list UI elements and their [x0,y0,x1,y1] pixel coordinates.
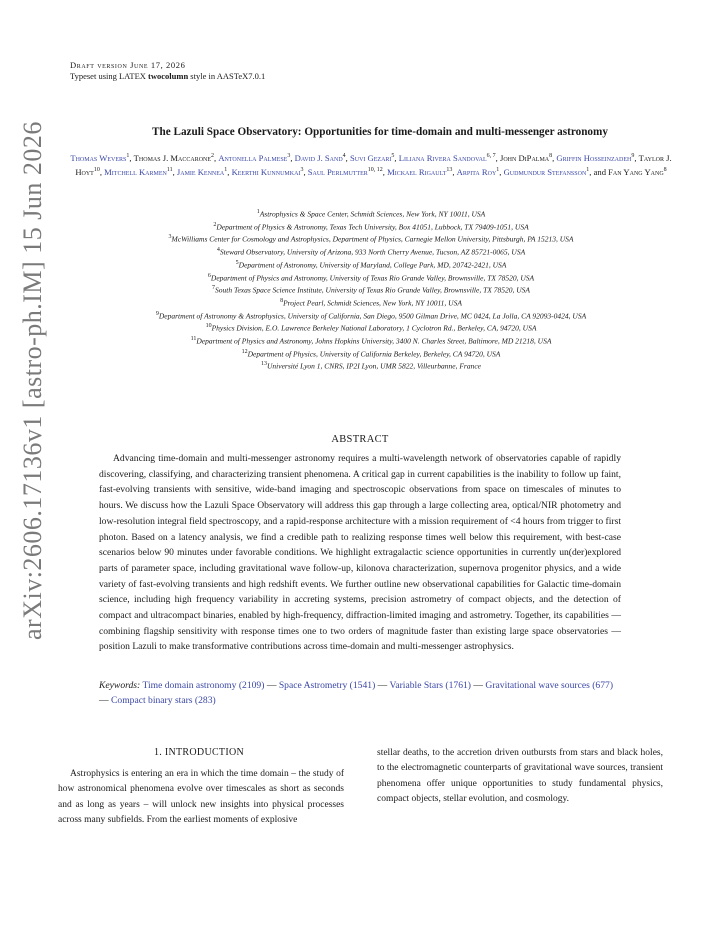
author-affiliation-mark: 13 [446,167,453,174]
affiliation-text: Project Pearl, Schmidt Sciences, New York, NY 10011, USA [283,298,462,308]
affiliation-number: 10 [205,323,212,330]
affiliation-text: Department of Astronomy, University of Maryland, College Park, MD, 20742-2421, USA [238,260,507,270]
affiliation-number: 12 [241,348,248,355]
author-name: Fan Yang Yang [608,167,664,178]
author-affiliation-mark: 9 [631,153,635,159]
affiliation-item [40,271,702,284]
affiliation-number: 4 [216,247,220,254]
affiliation-item [40,309,702,322]
affiliation-number: 13 [261,361,268,368]
author-name: John DiPalma [499,152,550,163]
author-name[interactable]: Liliana Rivera Sandoval [398,152,487,163]
paper-title: The Lazuli Space Observatory: Opportunities for time-domain and multi-messenger astronomy [152,126,608,138]
author-name[interactable]: Keerthi Kunnumkai [231,167,301,178]
typeset-prefix: Typeset using [70,71,119,81]
affiliation-text: Physics Division, E.O. Lawrence Berkeley National Laboratory, 1 Cyclotron Rd., Berkeley, CA, 94720, USA [211,323,537,333]
author-affiliation-mark: 5 [391,153,395,159]
section-heading-introduction: 1. INTRODUCTION [153,747,245,758]
author-name[interactable]: Thomas Wevers [70,152,127,163]
affiliation-number: 11 [190,336,197,343]
affiliation-item [40,232,702,245]
affiliation-item [40,220,702,233]
author-name[interactable]: Arpita Roy [456,167,497,178]
affiliation-text: Department of Physics and Astronomy, University of Texas Rio Grande Valley, Brownsville, TX 78520, USA [210,273,535,283]
abstract-heading: ABSTRACT [331,434,389,445]
author-list: Thomas Wevers$^1$, Thomas J. Maccarone$^2$, Antonella Palmese$^3$, David J. Sand$^4$, Suvi Gezari$^5$, Liliana Rivera Sandoval$^{6, 7}$, John DiPalma$^8$, Griffin Hosseinzadeh$^9$, Taylor J. Hoyt$^{10}$, Mitchell Karmen$^{11}$, Jamie Kennea$^1$, Keerthi Kunnumkai$^3$, Saul Perlmutter$^{10, 12}$, Mickael Rigault$^{13}$, Arpita Roy$^1$, Gudmundur Stefansson$^1$, and Fan Yang Yang$^8$ [70,152,672,178]
author-affiliation-mark: 2 [211,153,215,159]
affiliation-text: South Texas Space Science Institute, University of Texas Rio Grande Valley, Brownsville, TX 78520, USA [215,285,530,295]
author-name[interactable]: Antonella Palmese [218,152,288,163]
keywords-label: Keywords: [99,680,141,691]
typeset-suffix: style in AASTeX7.0.1 [188,71,266,81]
author-affiliation-mark: 1 [496,167,500,174]
affiliation-item [40,359,702,372]
affiliation-number: 6 [207,272,211,279]
keyword-link[interactable]: Compact binary stars (283) [111,695,216,706]
affiliation-number: 7 [212,285,216,292]
affiliation-item [40,207,702,220]
keyword-link[interactable]: Gravitational wave sources (677) [485,680,614,691]
author-name: Thomas J. Maccarone [133,152,212,163]
intro-paragraph-right-column: stellar deaths, to the accretion driven outbursts from stars and black holes, to the electromagnetic counterparts of gravitational wave sources, transient phenomena offer unique opportunities to study fundamental physics, compact objects, stellar evolution, and cosmology. [377,748,663,805]
author-affiliation-mark: 3 [300,167,304,174]
abstract-text: Advancing time-domain and multi-messenger astronomy requires a multi-wavelength network of observatories capable of rapidly discovering, classifying, and characterizing transient phenomena. A critical gap in current capabilities is the inability to follow up faint, fast-evolving transients with sensitive, wide-band imaging and spectroscopic observations from space on timescales of minutes to hours. We discuss how the Lazuli Space Observatory will address this gap through a large collecting area, optical/NIR photometry and low-resolution integral field spectroscopy, and a rapid-response architecture with a mission requirement of <4 hours from trigger to first photon. Based on a latency analysis, we find a credible path to realizing response times well below this requirement, with best-case scenarios below 90 minutes under favorable conditions. We highlight extragalactic science opportunities in currently un(der)explored parts of parameter space, including gravitational wave follow-up, kilonova characterization, supernova progenitor physics, and a wide variety of fast-evolving transients and high redshift events. We further outline new observational capabilities for Galactic time-domain science, including high frequency variability in accreting systems, precision astrometry of compact objects, and the detection of compact and ultracompact binaries, enabled by high-frequency, diffraction-limited imaging and astrometry. Together, its capabilities — combining flagship sensitivity with response times one to two orders of magnitude faster than existing large space observatories — position Lazuli to make transformative contributions across time-domain and multi-messenger astrophysics. [99,453,621,653]
typeset-style: twocolumn [148,71,189,81]
affiliation-number: 8 [280,297,284,304]
affiliation-text: Department of Physics & Astronomy, Texas Tech University, Box 41051, Lubbock, TX 79409-1051, USA [216,222,529,232]
typeset-line [70,71,265,81]
affiliation-item [40,283,702,296]
author-affiliation-mark: 8 [663,167,667,174]
intro-paragraph-left-column: Astrophysics is entering an era in which the time domain – the study of how astronomical phenomena evolve over timescales as short as seconds and as long as years – will unlock new insights into physical processes across many subfields. From the earliest moments of explosive [58,769,344,826]
affiliation-item [40,296,702,309]
affiliation-text: Department of Physics, University of California Berkeley, Berkeley, CA 94720, USA [247,349,501,359]
affiliation-number: 3 [168,234,172,241]
affiliation-number: 1 [256,209,260,215]
keyword-link[interactable]: Variable Stars (1761) [389,680,472,691]
affiliation-text: Université Lyon 1, CNRS, IP2I Lyon, UMR 5822, Villeurbanne, France [267,361,481,371]
author-affiliation-mark: 4 [342,153,346,159]
author-affiliation-mark: 11 [166,167,173,174]
author-affiliation-mark: 6, 7 [486,153,496,159]
affiliation-text: McWilliams Center for Cosmology and Astrophysics, Department of Physics, Carnegie Mellon University, Pittsburgh, PA 15213, USA [171,234,574,244]
affiliation-list [40,207,702,372]
author-name[interactable]: Mickael Rigault [387,167,447,178]
author-name[interactable]: Jamie Kennea [176,167,225,178]
author-affiliation-mark: 10 [93,167,100,174]
affiliation-text: Astrophysics & Space Center, Schmidt Sciences, New York, NY 10011, USA [259,209,486,219]
arxiv-identifier-stamp: arXiv:2606.17136v1 [astro-ph.IM] 15 Jun 2026 [18,121,47,640]
affiliation-number: 2 [213,221,217,228]
author-name[interactable]: Suvi Gezari [349,152,392,163]
keyword-link[interactable]: Time domain astronomy (2109) [142,680,265,691]
affiliation-item [40,258,702,271]
author-affiliation-mark: 1 [224,167,228,174]
keywords-line [99,678,621,708]
affiliation-text: Steward Observatory, University of Arizona, 933 North Cherry Avenue, Tucson, AZ 85721-0065, USA [219,247,526,257]
affiliation-number: 5 [235,259,239,266]
affiliation-item [40,347,702,360]
author-name[interactable]: Griffin Hosseinzadeh [556,152,632,163]
affiliation-text: Department of Physics and Astronomy, Johns Hopkins University, 3400 N. Charles Street, Baltimore, MD 21218, USA [196,336,552,346]
author-affiliation-mark: 3 [287,153,291,159]
affiliation-text: Department of Astronomy & Astrophysics, University of California, San Diego, 9500 Gilman Drive, MC 0424, La Jolla, CA 92093-0424, USA [158,311,587,321]
author-name[interactable]: Saul Perlmutter [307,167,368,178]
keywords-items: Time domain astronomy (2109) — Space Astrometry (1541) — Variable Stars (1761) — Gravitational wave sources (677) — Compact binary stars (283) [99,680,614,706]
author-and: and [591,167,609,178]
keyword-link[interactable]: Space Astrometry (1541) [278,680,376,691]
author-name[interactable]: Gudmundur Stefansson [503,167,587,178]
paper-header [70,60,265,81]
author-affiliation-mark: 10, 12 [367,167,383,174]
draft-version-line: Draft version June 17, 2026 [70,60,186,70]
affiliation-item [40,245,702,258]
author-affiliation-mark: 8 [549,153,553,159]
author-affiliation-mark: 1 [586,167,590,174]
affiliation-item [40,321,702,334]
author-affiliation-mark: 1 [126,153,130,159]
author-name[interactable]: David J. Sand [294,152,343,163]
affiliation-number: 9 [155,310,159,317]
affiliation-item [40,334,702,347]
author-name[interactable]: Mitchell Karmen [104,167,167,178]
author-name: Taylor J. Hoyt [75,152,672,178]
latex-logo: LATEX [118,71,146,81]
